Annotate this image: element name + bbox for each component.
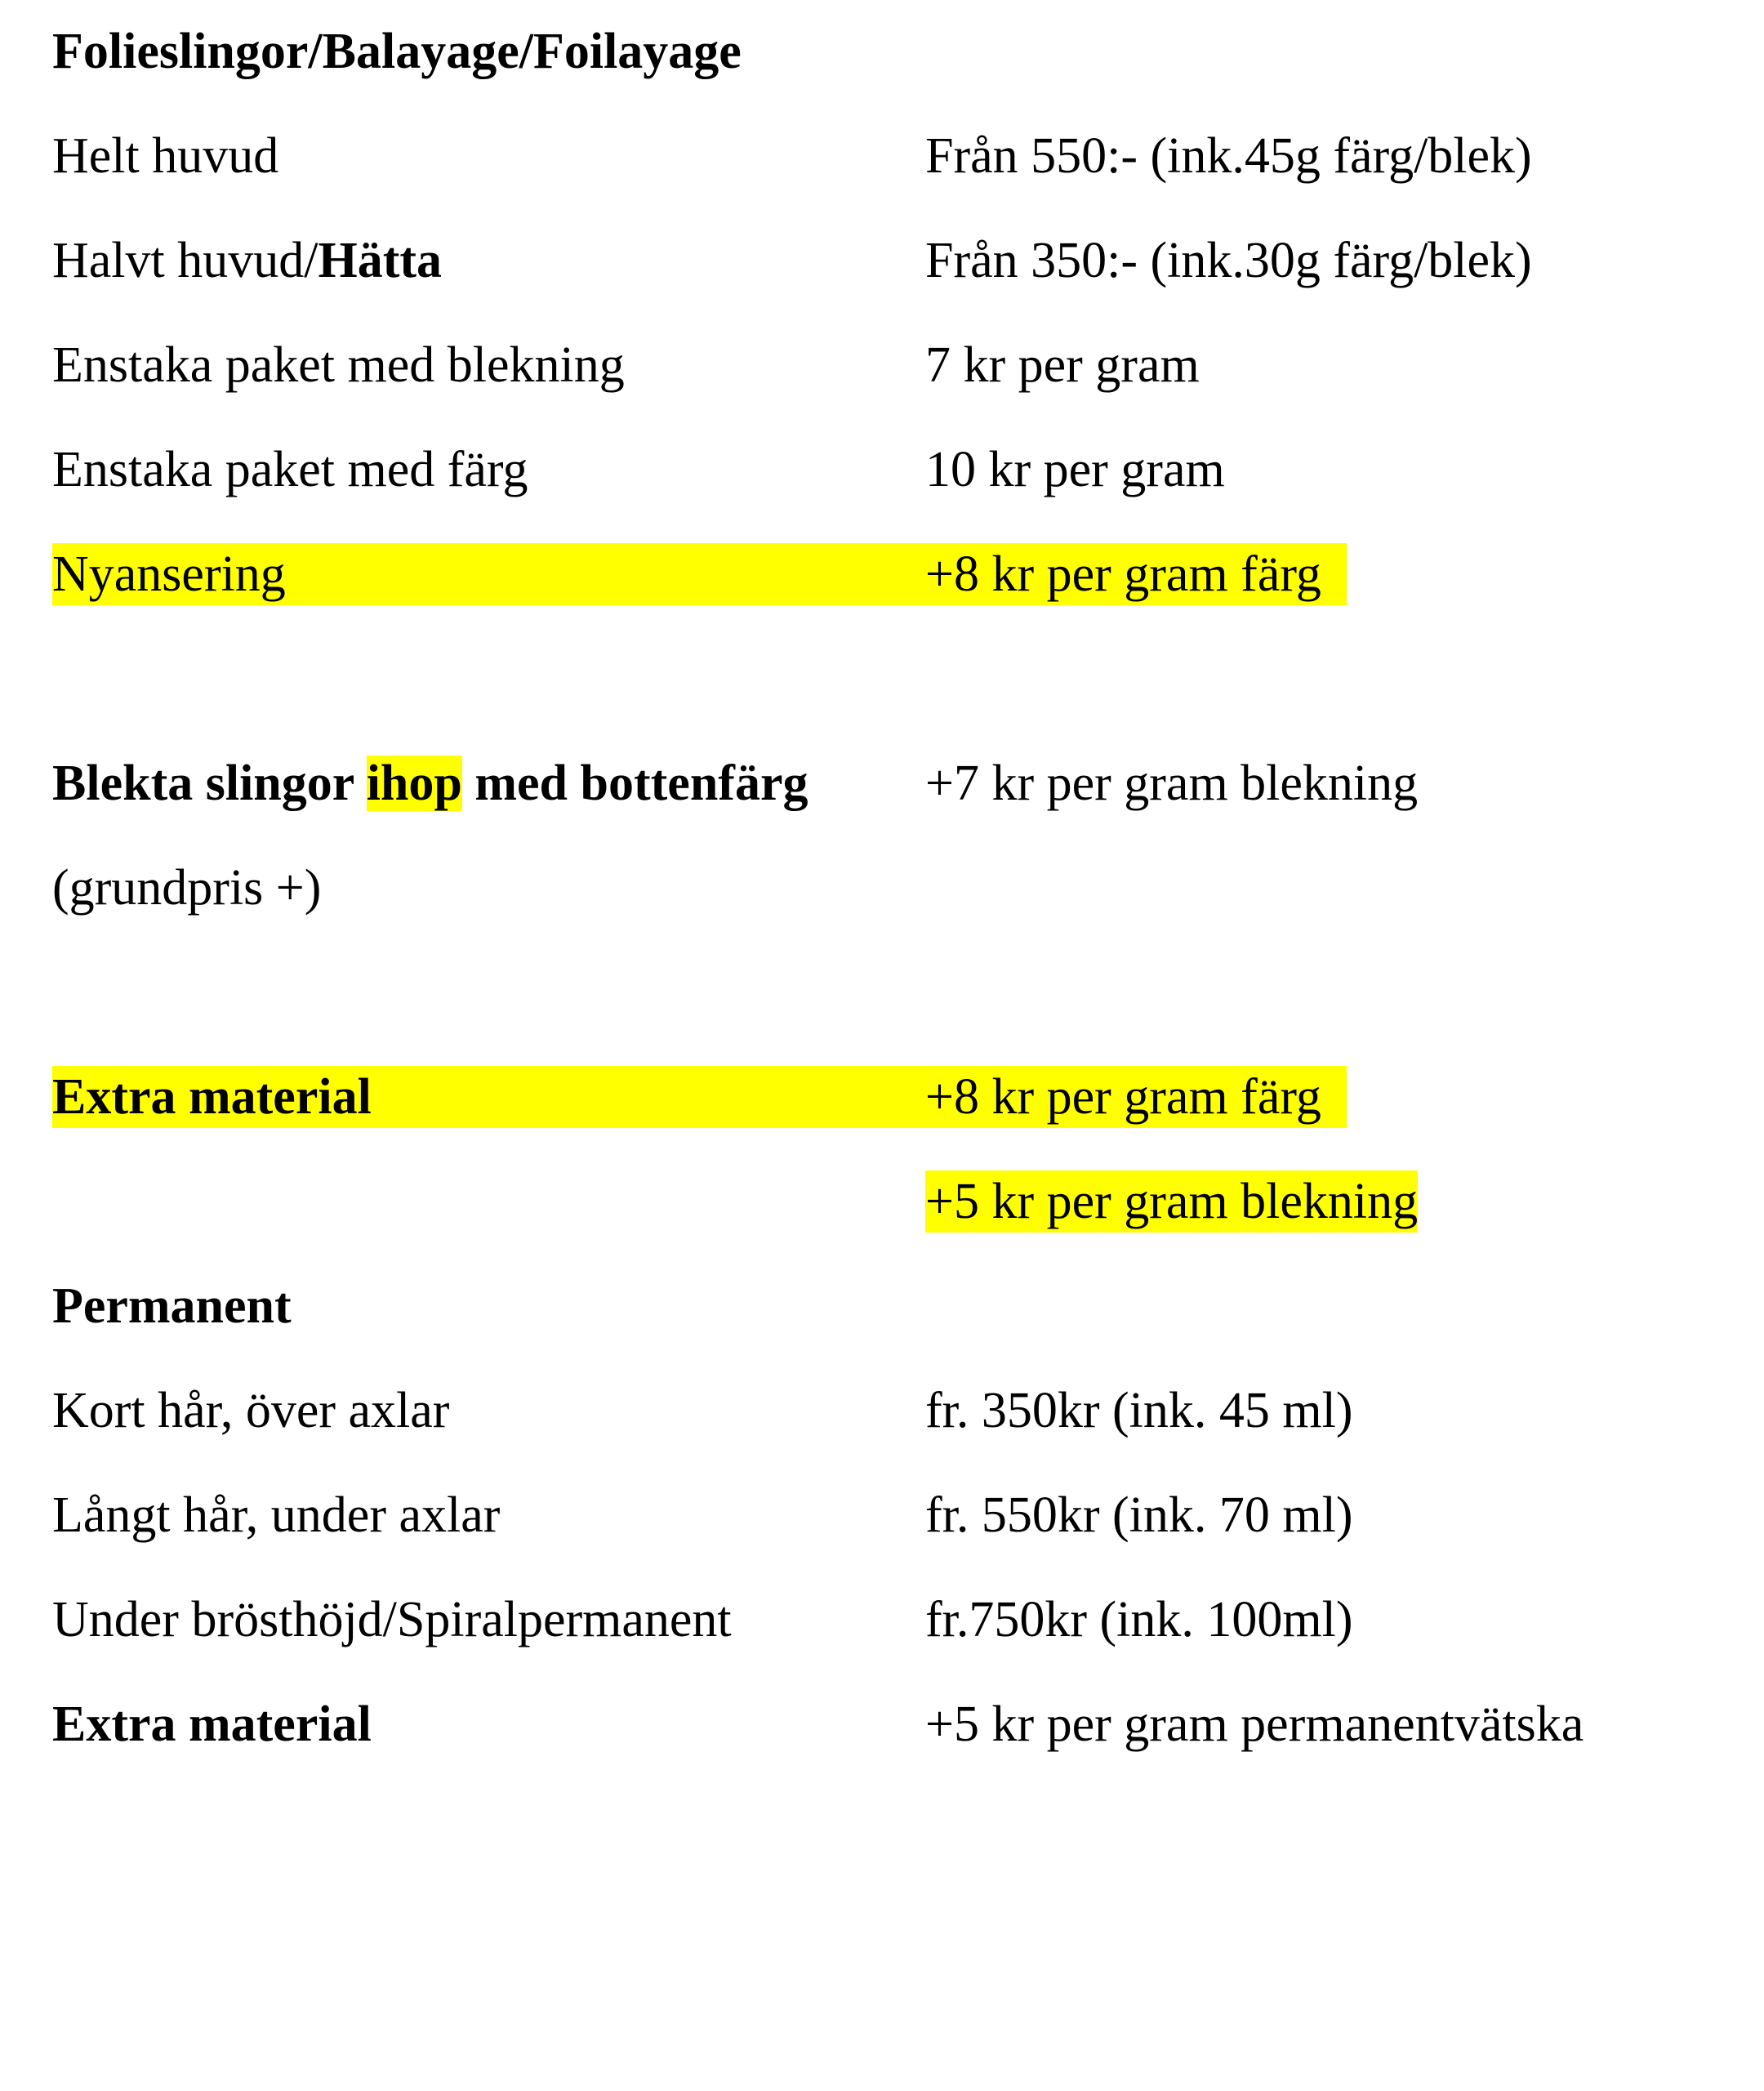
service-price: fr. 350kr (ink. 45 ml) xyxy=(925,1383,1353,1438)
note-row xyxy=(0,836,1764,940)
label-part-1: Blekta slingor xyxy=(52,756,367,811)
service-label: Extra material xyxy=(52,1696,372,1752)
price-row xyxy=(0,208,1764,313)
service-label: Extra material xyxy=(52,1069,372,1125)
service-label: Under brösthöjd/Spiralpermanent xyxy=(52,1592,732,1647)
service-price: +5 kr per gram permanentvätska xyxy=(925,1696,1584,1752)
price-row-highlighted xyxy=(0,1045,1764,1149)
service-price: +5 kr per gram blekning xyxy=(925,1170,1418,1233)
base-price-note: (grundpris +) xyxy=(52,860,322,916)
permanent-section-header xyxy=(0,1254,1764,1358)
price-row xyxy=(0,1672,1764,1777)
service-label: Enstaka paket med färg xyxy=(52,442,528,497)
service-label: Långt hår, under axlar xyxy=(52,1487,501,1543)
service-label xyxy=(52,230,442,292)
price-row-highlighted xyxy=(0,522,1764,626)
highlighted-word: ihop xyxy=(366,756,462,811)
price-row xyxy=(0,313,1764,417)
price-row xyxy=(0,1358,1764,1463)
service-label: Helt huvud xyxy=(52,128,279,184)
service-label xyxy=(52,752,808,814)
price-row xyxy=(0,1567,1764,1672)
foil-section-header xyxy=(0,0,1764,104)
service-label: Nyansering xyxy=(52,546,286,602)
price-row xyxy=(0,104,1764,208)
service-price: +8 kr per gram färg xyxy=(925,1069,1321,1125)
service-price: fr.750kr (ink. 100ml) xyxy=(925,1592,1353,1647)
service-label: Enstaka paket med blekning xyxy=(52,337,625,393)
permanent-section-title: Permanent xyxy=(52,1278,292,1334)
service-price: 7 kr per gram xyxy=(925,337,1200,393)
service-label-bold: Hätta xyxy=(318,233,443,288)
price-row xyxy=(0,1463,1764,1567)
service-label-prefix: Halvt huvud/ xyxy=(52,233,318,288)
service-price: Från 350:- (ink.30g färg/blek) xyxy=(925,233,1532,288)
price-row xyxy=(0,731,1764,836)
label-part-2: med bottenfärg xyxy=(461,756,808,811)
foil-section-title: Folieslingor/Balayage/Foilayage xyxy=(52,24,742,79)
price-row xyxy=(0,1149,1764,1254)
service-price: fr. 550kr (ink. 70 ml) xyxy=(925,1487,1353,1543)
service-price: Från 550:- (ink.45g färg/blek) xyxy=(925,128,1532,184)
price-row xyxy=(0,417,1764,522)
service-price: +8 kr per gram färg xyxy=(925,546,1321,602)
service-price: +7 kr per gram blekning xyxy=(925,756,1419,811)
service-price: 10 kr per gram xyxy=(925,442,1225,497)
service-label: Kort hår, över axlar xyxy=(52,1383,450,1438)
